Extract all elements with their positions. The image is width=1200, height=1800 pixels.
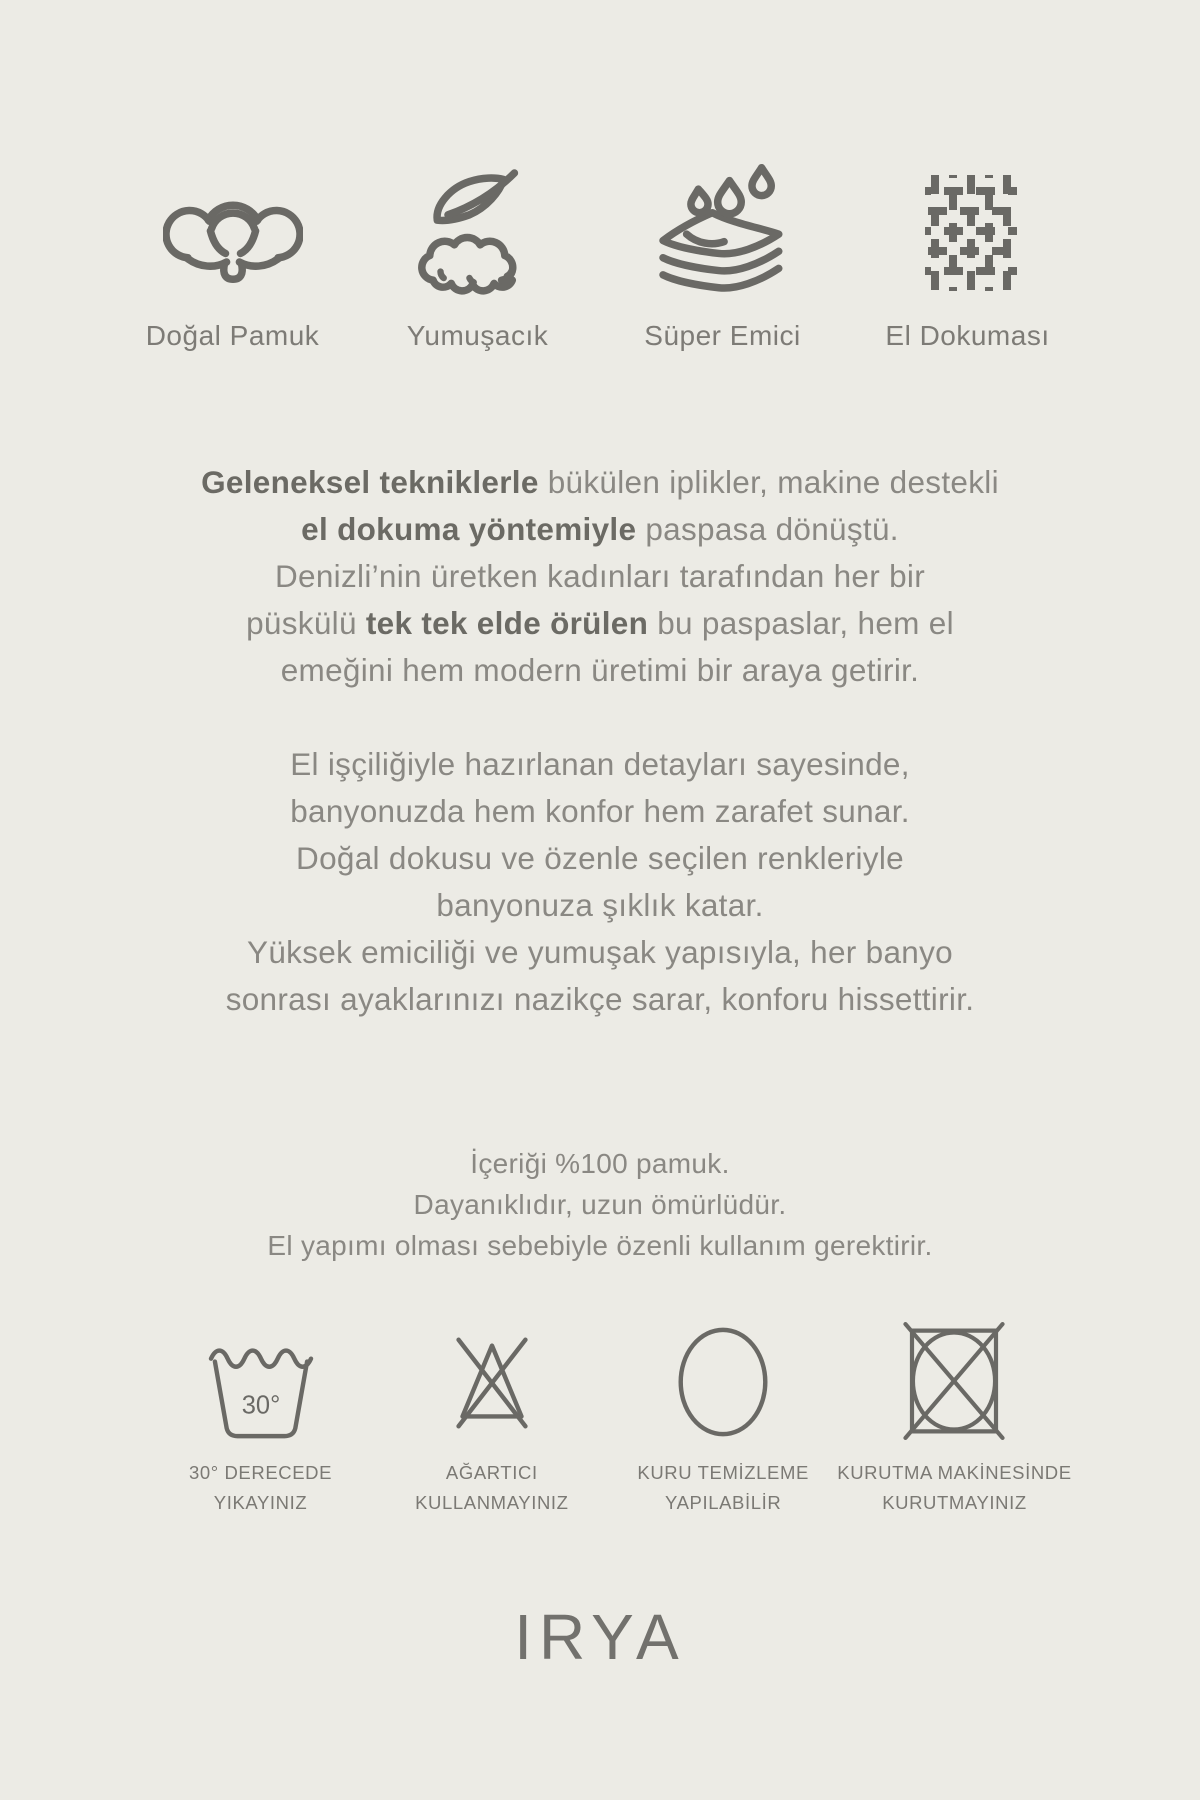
care-label-line: AĞARTICI — [445, 1462, 538, 1483]
care-label-line: 30° DERECEDE — [188, 1462, 333, 1483]
paragraph-gap — [0, 694, 1200, 741]
story-line: Doğal dokusu ve özenle seçilen renkleriyle — [296, 840, 904, 876]
story-line: banyonuza şıklık katar. — [436, 887, 764, 923]
story-line: Yüksek emiciliği ve yumuşak yapısıyla, her banyo — [247, 934, 953, 970]
story-line: sonrası ayaklarınızı nazikçe sarar, konforu hissettirir. — [225, 981, 975, 1017]
care-label-line: YIKAYINIZ — [213, 1492, 308, 1513]
care-item-wash-30 — [145, 1318, 376, 1518]
care-instructions-row — [145, 1318, 1070, 1518]
feather-cloud-icon — [403, 158, 553, 306]
story-line: El işçiliğiyle hazırlanan detayları sayesinde, — [290, 746, 910, 782]
regular-text: bükülen iplikler, makine destekli — [538, 464, 999, 500]
care-label — [837, 1458, 1071, 1518]
story-line — [0, 459, 1200, 506]
care-item-no-bleach — [376, 1318, 607, 1518]
story-line — [0, 506, 1200, 553]
feature-label: Doğal Pamuk — [145, 320, 320, 351]
dry-clean-icon — [664, 1318, 782, 1442]
care-item-no-tumble-dry — [839, 1318, 1070, 1518]
bold-text: tek tek elde örülen — [365, 605, 649, 641]
feature-item-super-emici — [600, 158, 845, 352]
no-tumble-dry-icon — [898, 1318, 1010, 1442]
regular-text: paspasa dönüştü. — [636, 511, 899, 547]
bold-text: Geleneksel tekniklerle — [201, 464, 539, 500]
care-label — [637, 1458, 809, 1518]
wash-temperature-text: 30° — [241, 1391, 280, 1420]
wash-30-degrees-icon — [202, 1318, 320, 1442]
feature-item-dogal-pamuk — [110, 158, 355, 352]
story-line: banyonuzda hem konfor hem zarafet sunar. — [290, 793, 910, 829]
story-line: emeğini hem modern üretimi bir araya getirir. — [280, 652, 920, 688]
care-label-line: YAPILABİLİR — [665, 1492, 782, 1513]
no-bleach-icon — [433, 1318, 551, 1442]
feature-item-el-dokumasi — [845, 158, 1090, 352]
info-line: El yapımı olması sebebiyle özenli kullanım gerektirir. — [267, 1230, 933, 1261]
bold-text: el dokuma yöntemiyle — [301, 511, 637, 547]
description-text — [0, 459, 1200, 1023]
care-label-line: KURUTMAYINIZ — [882, 1492, 1027, 1513]
care-item-dry-clean — [608, 1318, 839, 1518]
hand-woven-icon — [903, 158, 1033, 306]
absorbent-layers-icon — [650, 158, 795, 306]
material-info — [0, 1143, 1200, 1266]
care-label-line: KURUTMA MAKİNESİNDE — [837, 1462, 1072, 1483]
story-line: Denizli’nin üretken kadınları tarafından her bir — [275, 558, 925, 594]
feature-label: El Dokuması — [885, 320, 1050, 351]
feature-item-yumusacik — [355, 158, 600, 352]
info-line: Dayanıklıdır, uzun ömürlüdür. — [413, 1189, 787, 1220]
care-label — [415, 1458, 568, 1518]
story-line — [0, 600, 1200, 647]
info-line: İçeriği %100 pamuk. — [470, 1148, 730, 1179]
care-label — [189, 1458, 332, 1518]
cotton-flower-icon — [163, 158, 303, 306]
regular-text: püskülü — [246, 605, 366, 641]
features-row — [110, 158, 1090, 352]
care-label-line: KURU TEMİZLEME — [637, 1462, 809, 1483]
care-label-line: KULLANMAYINIZ — [415, 1492, 569, 1513]
brand-logo: IRYA — [514, 1601, 686, 1673]
feature-label: Yumuşacık — [406, 320, 549, 351]
regular-text: bu paspaslar, hem el — [648, 605, 954, 641]
feature-label: Süper Emici — [644, 320, 801, 351]
